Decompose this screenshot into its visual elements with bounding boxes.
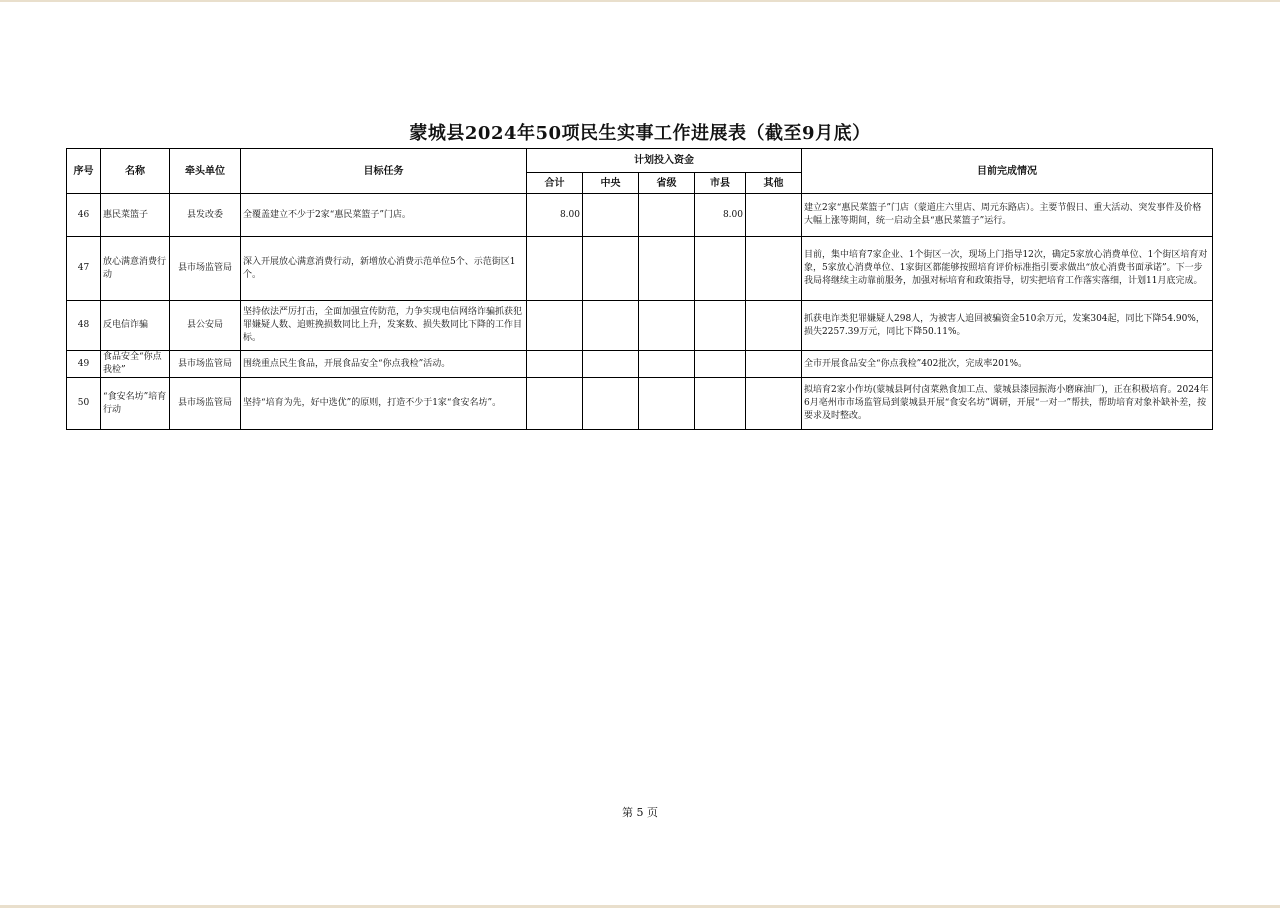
header-lead-unit: 牵头单位	[170, 149, 241, 194]
table-row	[67, 237, 1213, 301]
cell-funds-city-county	[695, 378, 746, 430]
cell-lead-unit: 县市场监管局	[170, 351, 241, 378]
cell-funds-total	[527, 378, 583, 430]
page-title: 蒙城县2024年50项民生实事工作进展表（截至9月底）	[409, 123, 871, 144]
table-row	[67, 378, 1213, 430]
cell-funds-other	[746, 301, 802, 351]
cell-funds-central	[583, 351, 639, 378]
cell-name: 惠民菜篮子	[101, 194, 170, 237]
header-funds-other: 其他	[746, 173, 802, 194]
cell-funds-total	[527, 351, 583, 378]
cell-funds-provincial	[639, 301, 695, 351]
cell-name: “食安名坊”培育行动	[101, 378, 170, 430]
cell-funds-provincial	[639, 378, 695, 430]
page-top-edge	[0, 0, 1280, 2]
cell-seq: 48	[67, 301, 101, 351]
page-number: 第 5 页	[622, 806, 658, 819]
cell-funds-city-county	[695, 301, 746, 351]
cell-funds-central	[583, 194, 639, 237]
cell-funds-other	[746, 237, 802, 301]
cell-funds-total	[527, 301, 583, 351]
cell-funds-provincial	[639, 351, 695, 378]
cell-completion-status: 全市开展食品安全“你点我检”402批次，完成率201%。	[802, 351, 1213, 378]
header-funds-total: 合计	[527, 173, 583, 194]
cell-lead-unit: 县公安局	[170, 301, 241, 351]
cell-funds-central	[583, 301, 639, 351]
header-seq: 序号	[67, 149, 101, 194]
cell-funds-city-county	[695, 351, 746, 378]
cell-funds-total	[527, 237, 583, 301]
header-funds-provincial: 省级	[639, 173, 695, 194]
cell-name: 食品安全“你点我检”	[101, 351, 170, 378]
cell-name: 放心满意消费行动	[101, 237, 170, 301]
cell-target-task: 坚持“培育为先，好中选优”的原则，打造不少于1家“食安名坊”。	[241, 378, 527, 430]
cell-target-task: 坚持依法严厉打击，全面加强宣传防范，力争实现电信网络诈骗抓获犯罪嫌疑人数、追赃挽损数同比上升，发案数、损失数同比下降的工作目标。	[241, 301, 527, 351]
cell-funds-other	[746, 351, 802, 378]
cell-target-task: 围绕重点民生食品，开展食品安全“你点我检”活动。	[241, 351, 527, 378]
cell-target-task: 全覆盖建立不少于2家“惠民菜篮子”门店。	[241, 194, 527, 237]
cell-lead-unit: 县发改委	[170, 194, 241, 237]
table-row	[67, 301, 1213, 351]
header-planned-funds: 计划投入资金	[527, 149, 802, 173]
cell-seq: 47	[67, 237, 101, 301]
table-row	[67, 194, 1213, 237]
header-funds-city-county: 市县	[695, 173, 746, 194]
table-row	[67, 351, 1213, 378]
cell-funds-other	[746, 378, 802, 430]
cell-name: 反电信诈骗	[101, 301, 170, 351]
header-completion-status: 目前完成情况	[802, 149, 1213, 194]
header-row-1	[67, 149, 1213, 173]
cell-funds-city-county	[695, 237, 746, 301]
header-target-task: 目标任务	[241, 149, 527, 194]
cell-funds-total: 8.00	[527, 194, 583, 237]
header-name: 名称	[101, 149, 170, 194]
cell-completion-status: 拟培育2家小作坊(蒙城县阿付卤菜熟食加工点、蒙城县漆园振海小磨麻油厂)，正在积极培育。2024年6月亳州市市场监管局到蒙城县开展“食安名坊”调研，开展“一对一”帮扶，帮助培育对象补缺补差，按要求及时整改。	[802, 378, 1213, 430]
cell-target-task: 深入开展放心满意消费行动，新增放心消费示范单位5个、示范街区1个。	[241, 237, 527, 301]
cell-seq: 46	[67, 194, 101, 237]
cell-funds-central	[583, 378, 639, 430]
cell-funds-provincial	[639, 237, 695, 301]
cell-lead-unit: 县市场监管局	[170, 237, 241, 301]
cell-funds-central	[583, 237, 639, 301]
cell-seq: 49	[67, 351, 101, 378]
cell-funds-provincial	[639, 194, 695, 237]
cell-funds-city-county: 8.00	[695, 194, 746, 237]
cell-completion-status: 抓获电诈类犯罪嫌疑人298人，为被害人追回被骗资金510余万元，发案304起，同比下降54.90%，损失2257.39万元，同比下降50.11%。	[802, 301, 1213, 351]
cell-completion-status: 目前，集中培育7家企业、1个街区一次，现场上门指导12次，确定5家放心消费单位、1个街区培育对象，5家放心消费单位、1家街区都能够按照培育评价标准指引要求做出“放心消费书面承诺”。下一步我局将继续主动靠前服务，加强对标培育和政策指导，切实把培育工作落实落细，计划11月底完成。	[802, 237, 1213, 301]
cell-seq: 50	[67, 378, 101, 430]
cell-lead-unit: 县市场监管局	[170, 378, 241, 430]
cell-completion-status: 建立2家“惠民菜篮子”门店（蒙道庄六里店、周元东路店）。主要节假日、重大活动、突发事件及价格大幅上涨等期间，统一启动全县“惠民菜篮子”运行。	[802, 194, 1213, 237]
progress-table	[66, 148, 1213, 430]
header-funds-central: 中央	[583, 173, 639, 194]
cell-funds-other	[746, 194, 802, 237]
